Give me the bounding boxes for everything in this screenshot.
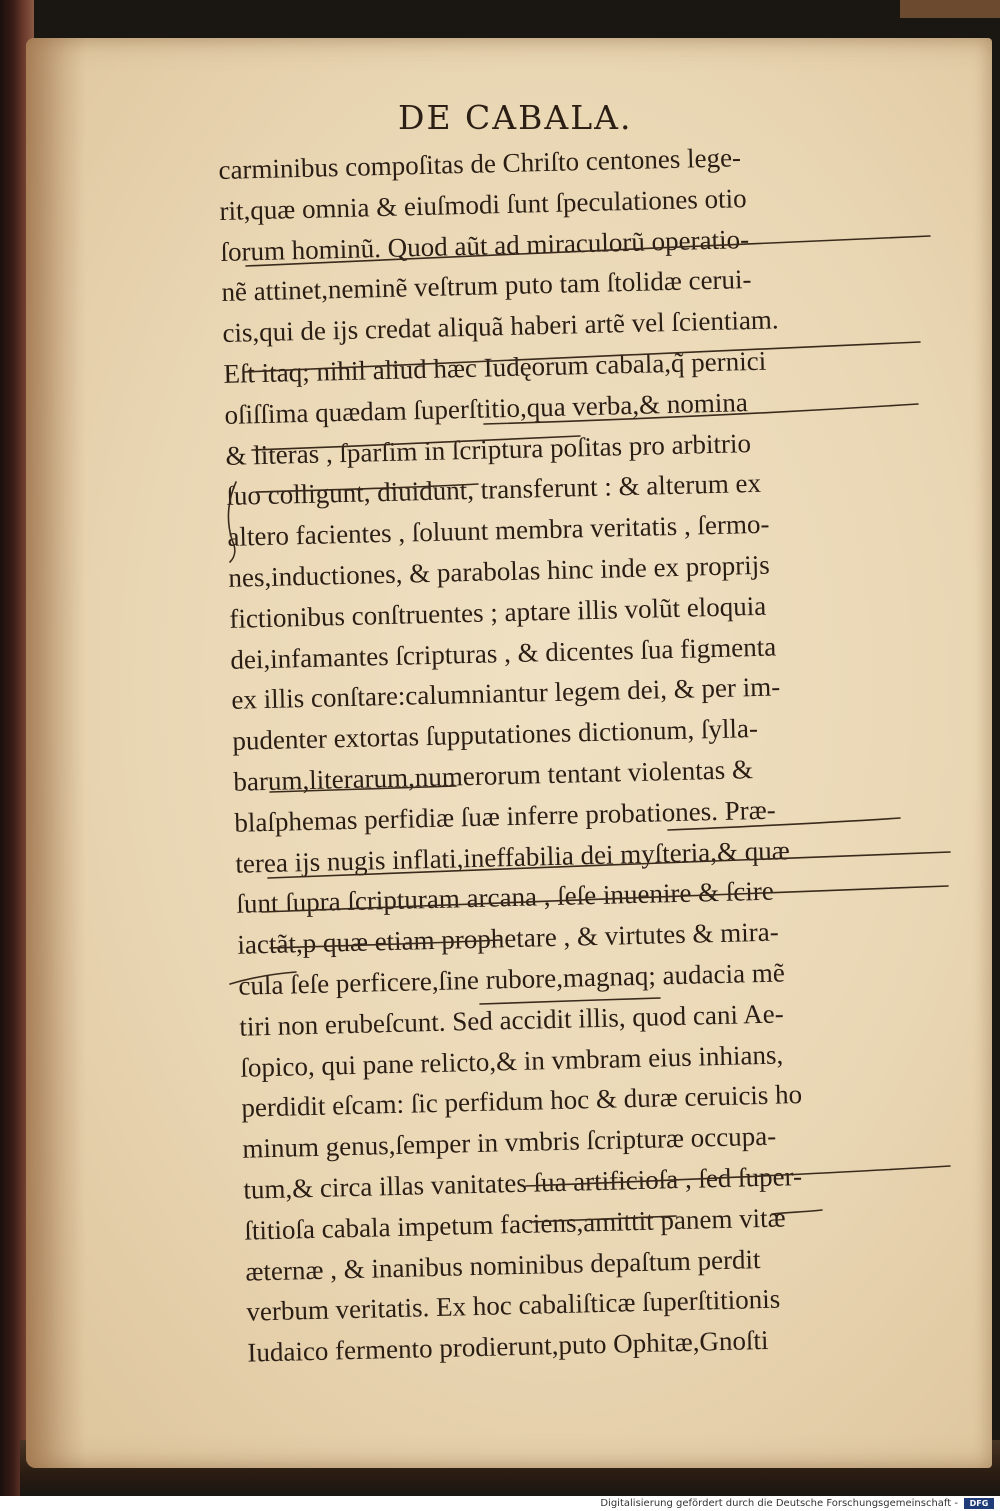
digitization-credit: Digitalisierung gefördert durch die Deutsche Forschungsgemeinschaft - [600,1498,958,1509]
text-line: nẽ attinet,neminẽ veſtrum puto tam ſtolidæ cerui- [221,264,752,308]
text-line: ex illis conſtare:calumniantur legem dei, & per im- [231,671,781,716]
text-line: minum genus,ſemper in vmbris ſcripturæ occupa- [242,1120,777,1164]
text-line: carminibus compoſitas de Chriſto centones lege- [218,142,742,185]
text-block [218,131,1000,1373]
text-line: cis,qui de ijs credat aliquã haberi artẽ vel ſcientiam. [222,304,779,349]
text-line: Iudaico fermento prodierunt,puto Ophitæ,Gnoſti [247,1325,769,1368]
text-line: verbum veritatis. Ex hoc cabaliſticæ ſuperſtitionis [246,1283,781,1327]
text-line: Eſt itaq; nihil aliud hæc Iudęorum cabala,q̃ pernici [223,345,767,389]
text-line: altero facientes , ſoluunt membra veritatis , ſermo- [227,508,770,553]
text-line: iactãt,p quæ etiam prophetare , & virtutes & mira- [237,916,779,960]
text-line: ſorum hominũ. Quod aũt ad miraculorũ operatio- [220,223,750,267]
text-line: oſiſſima quædam ſuperſtitio,qua verba,& nomina [224,386,749,430]
text-line: terea ijs nugis inflati,ineffabilia dei myſteria,& quæ [235,834,790,879]
text-line: ſtitioſa cabala impetum faciens,amittit panem vitæ [244,1202,786,1246]
text-line: blaſphemas perfidiæ ſuæ inferre probationes. Præ- [234,794,777,838]
text-line: fictionibus conſtruentes ; aptare illis volũt eloquia [229,590,767,634]
text-line: æternæ , & inanibus nominibus depaſtum perdit [245,1243,761,1287]
text-line: nes,inductiones, & parabolas hinc inde ex proprijs [228,549,771,593]
gutter-shadow [26,38,86,1468]
running-head: DE CABALA. [398,98,633,137]
text-line: cula ſeſe perficere,ſine rubore,magnaq; audacia mẽ [238,957,786,1001]
text-line: dei,infamantes ſcripturas , & dicentes ſua figmenta [230,631,777,675]
dfg-logo: DFG [964,1498,994,1509]
text-line: ſunt ſupra ſcripturam arcana , ſeſe inuenire & ſcire [236,875,775,920]
page-top-edge [900,0,1000,18]
text-line: & literas , ſparſim in ſcriptura poſitas pro arbitrio [225,427,752,471]
text-line: tum,& circa illas vanitates ſua artificioſa , ſed ſuper- [243,1160,803,1205]
text-line: tiri non erubeſcunt. Sed accidit illis, quod cani Ae- [239,998,784,1042]
text-line: barum,literarum,numerorum tentant violentas & [233,754,754,797]
text-line: ſopico, qui pane relicto,& in vmbram eius inhians, [240,1038,784,1083]
text-line: perdidit eſcam: ſic perfidum hoc & duræ ceruicis ho [241,1079,803,1124]
text-line: ſuo colligunt, diuidunt, transferunt : & alterum ex [226,468,762,512]
text-line: pudenter extortas ſupputationes dictionum, ſylla- [232,713,759,756]
text-line: rit,quæ omnia & eiuſmodi ſunt ſpeculationes otio [219,182,747,226]
